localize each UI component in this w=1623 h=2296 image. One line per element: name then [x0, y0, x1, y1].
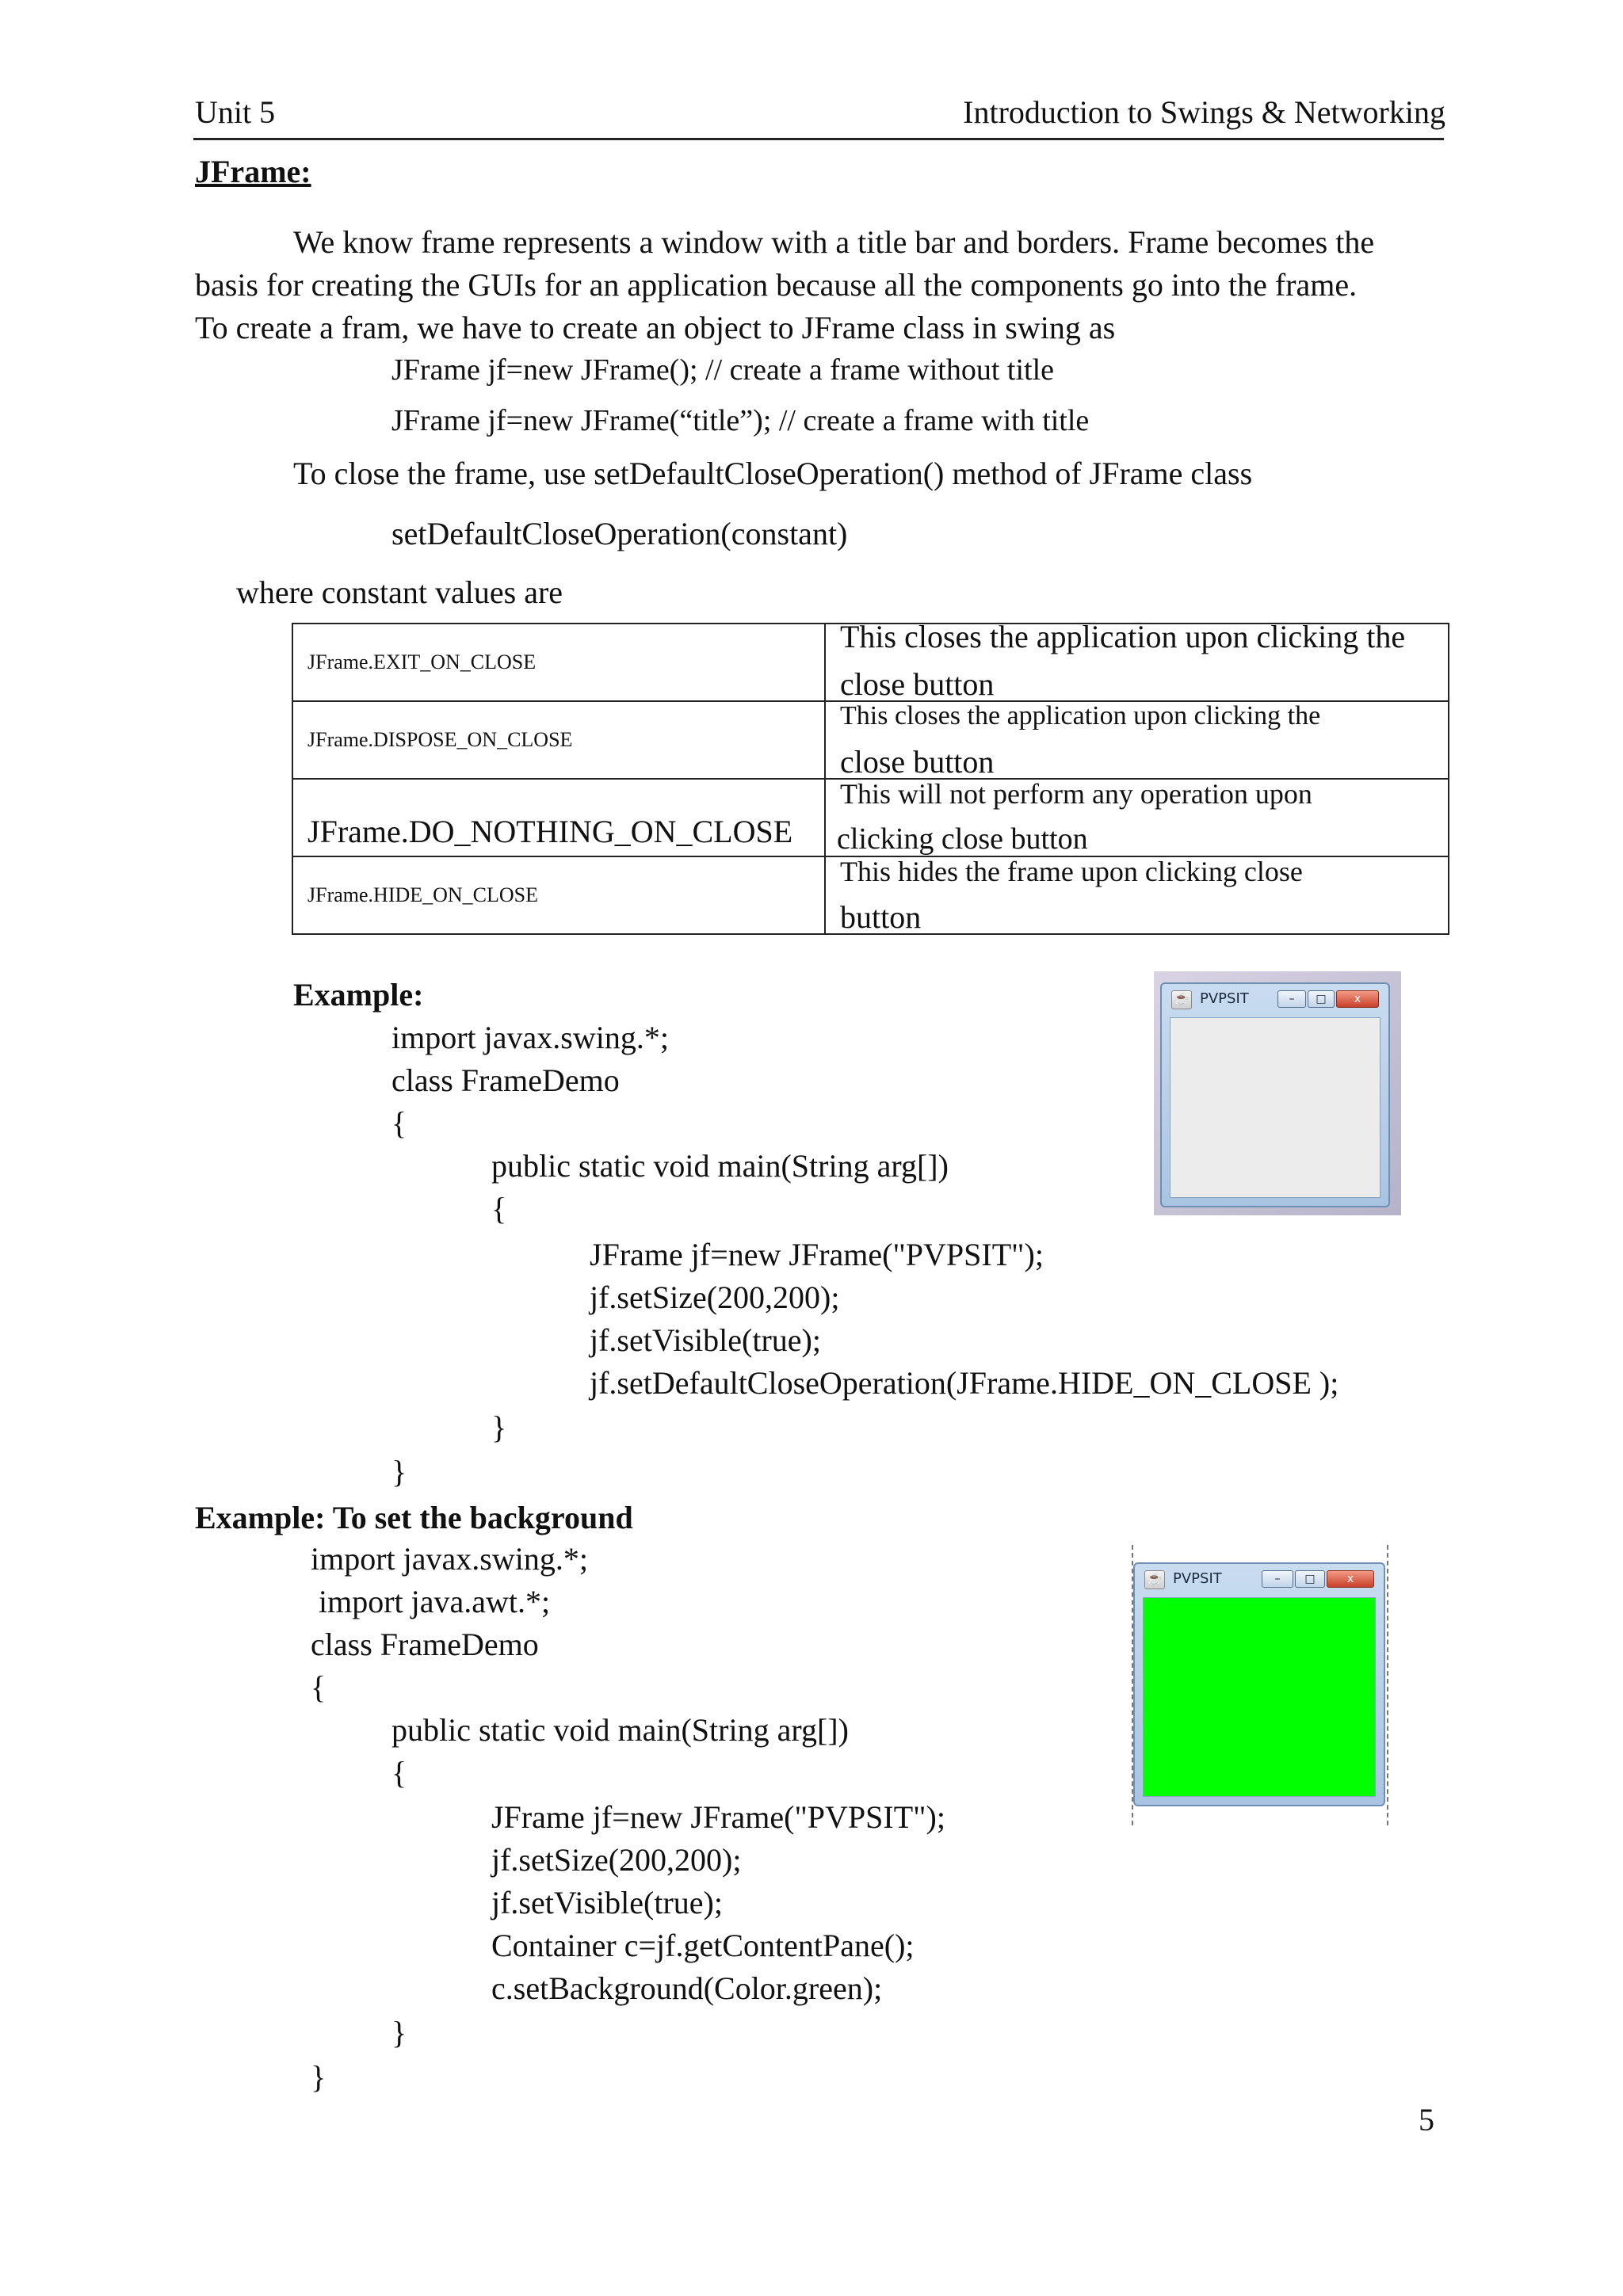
example2-heading: Example: To set the background: [195, 1500, 633, 1535]
constant-name: JFrame.HIDE_ON_CLOSE: [307, 883, 539, 906]
table-row: [292, 856, 1449, 934]
close-button[interactable]: x: [1336, 990, 1379, 1008]
constant-desc-line-1: This closes the application upon clicking the: [840, 701, 1321, 730]
constant-desc-cell: [825, 619, 1449, 702]
code-create-no-title: JFrame jf=new JFrame(); // create a frame without title: [391, 353, 1055, 387]
code-line: JFrame jf=new JFrame("PVPSIT");: [590, 1237, 1044, 1272]
code-line: }: [311, 2059, 327, 2095]
code-line: jf.setDefaultCloseOperation(JFrame.HIDE_ON_CLOSE );: [590, 1365, 1339, 1401]
intro-line-2: basis for creating the GUIs for an application because all the components go into the frame.: [195, 267, 1358, 303]
constant-desc-line-1: This hides the frame upon clicking close: [840, 856, 1303, 887]
constant-desc-line-2: close button: [840, 744, 995, 780]
window-titlebar: [1162, 984, 1388, 1016]
constant-name: JFrame.DO_NOTHING_ON_CLOSE: [307, 814, 793, 849]
code-line: JFrame jf=new JFrame("PVPSIT");: [491, 1799, 945, 1835]
background-editor-fragment: [1387, 1545, 1404, 1825]
code-line: import javax.swing.*;: [391, 1020, 669, 1055]
constant-desc-line-2: clicking close button: [837, 822, 1088, 856]
constant-name-cell: [292, 856, 825, 934]
section-title: JFrame:: [195, 154, 311, 189]
background-editor-fragment: [1116, 1545, 1133, 1825]
code-line: {: [391, 1755, 407, 1791]
code-line: {: [391, 1105, 407, 1141]
window-titlebar: [1135, 1564, 1384, 1596]
window-content-pane: [1170, 1017, 1381, 1198]
where-text: where constant values are: [236, 574, 563, 610]
code-line: public static void main(String arg[]): [391, 1712, 849, 1748]
constants-table: [292, 619, 1449, 935]
intro-line-3: To create a fram, we have to create an object to JFrame class in swing as: [195, 310, 1116, 345]
code-line: jf.setSize(200,200);: [491, 1842, 742, 1878]
page-number: 5: [1419, 2102, 1434, 2138]
java-cup-icon: ☕: [1144, 1570, 1165, 1589]
constant-name: JFrame.DISPOSE_ON_CLOSE: [307, 728, 573, 751]
constant-desc-line-1: This closes the application upon clicking the: [840, 619, 1406, 654]
constant-desc-cell: [825, 779, 1449, 856]
window-content-pane: [1143, 1597, 1376, 1797]
code-line: class FrameDemo: [391, 1062, 620, 1098]
code-line: }: [391, 1454, 407, 1489]
header-unit: Unit 5: [195, 94, 276, 130]
constant-desc-cell: [825, 856, 1449, 934]
table-row: [292, 779, 1449, 856]
maximize-button[interactable]: □: [1308, 990, 1335, 1008]
constant-name-cell: [292, 701, 825, 779]
minimize-button[interactable]: –: [1277, 990, 1306, 1008]
code-line: }: [491, 1409, 507, 1445]
swing-window: [1160, 982, 1390, 1207]
table-row: [292, 701, 1449, 779]
code-line: import javax.swing.*;: [311, 1541, 588, 1577]
code-line: {: [491, 1191, 507, 1226]
code-line: jf.setVisible(true);: [491, 1885, 723, 1920]
constant-name: JFrame.EXIT_ON_CLOSE: [307, 650, 537, 673]
code-line: class FrameDemo: [311, 1627, 539, 1662]
close-instruction: To close the frame, use setDefaultCloseOperation() method of JFrame class: [293, 456, 1253, 491]
code-line: jf.setVisible(true);: [590, 1322, 821, 1358]
code-line: Container c=jf.getContentPane();: [491, 1928, 915, 1963]
maximize-button[interactable]: □: [1295, 1570, 1325, 1588]
close-button[interactable]: x: [1327, 1570, 1374, 1588]
close-method: setDefaultCloseOperation(constant): [391, 516, 848, 551]
code-create-with-title: JFrame jf=new JFrame(“title”); // create a frame with title: [391, 404, 1090, 437]
constant-desc-line-2: button: [840, 899, 922, 935]
window-title: PVPSIT: [1173, 1570, 1222, 1587]
code-line: c.setBackground(Color.green);: [491, 1970, 883, 2006]
code-line: jf.setSize(200,200);: [590, 1280, 840, 1315]
window-title: PVPSIT: [1200, 990, 1249, 1007]
example1-heading: Example:: [293, 977, 424, 1013]
constant-name-cell: [292, 779, 825, 856]
constant-desc-line-2: close button: [840, 666, 995, 702]
header-divider: [193, 138, 1444, 140]
header-title: Introduction to Swings & Networking: [963, 94, 1445, 130]
code-line: {: [311, 1669, 327, 1705]
example1-frame-screenshot: [1154, 971, 1401, 1215]
example2-frame-screenshot: [1116, 1545, 1404, 1825]
table-row: [292, 624, 1449, 701]
swing-window: [1133, 1562, 1385, 1806]
constant-desc-cell: [825, 701, 1449, 779]
java-cup-icon: ☕: [1171, 990, 1192, 1009]
code-line: }: [391, 2015, 407, 2050]
code-line: public static void main(String arg[]): [491, 1148, 949, 1184]
constant-name-cell: [292, 624, 825, 701]
minimize-button[interactable]: –: [1262, 1570, 1293, 1588]
constant-desc-line-1: This will not perform any operation upon: [840, 778, 1312, 810]
code-line: import java.awt.*;: [311, 1584, 551, 1619]
intro-line-1: We know frame represents a window with a title bar and borders. Frame becomes the: [293, 224, 1375, 260]
